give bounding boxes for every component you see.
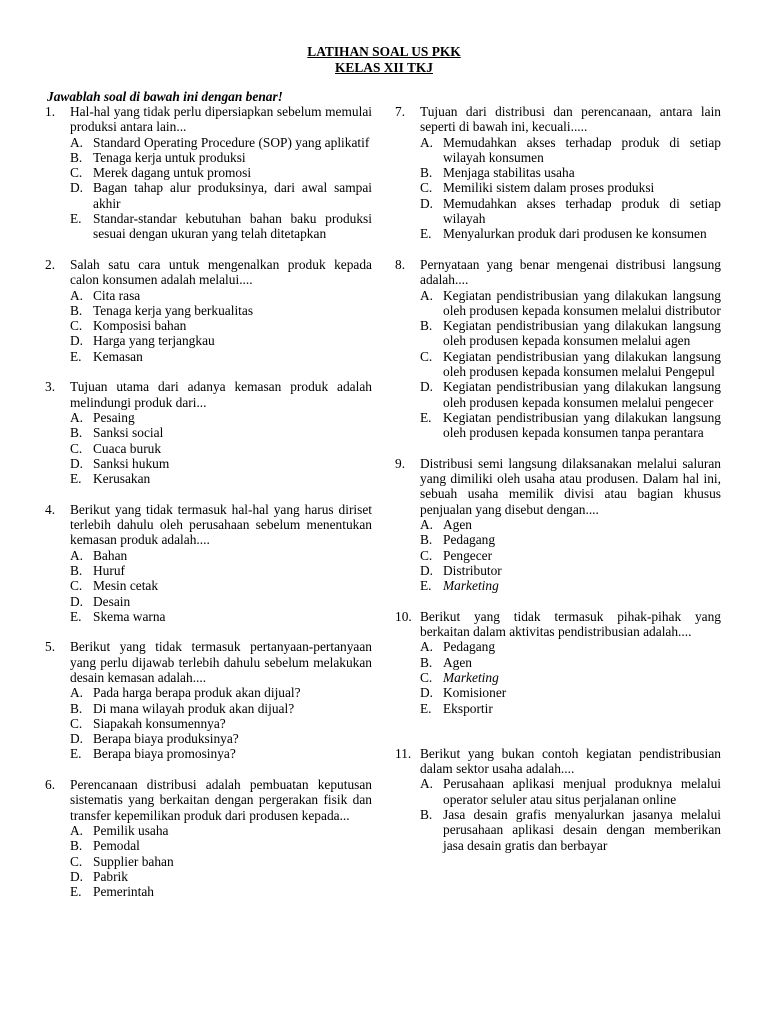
option-letter: C. [70, 440, 83, 456]
option-letter: E. [420, 409, 432, 425]
option-text: Kemasan [93, 348, 143, 364]
question-number: 2. [45, 256, 56, 272]
option-text: Harga yang terjangkau [93, 333, 215, 349]
option-text: Menjaga stabilitas usaha [443, 165, 575, 181]
option-text: Menyalurkan produk dari produsen ke konsumen [443, 226, 707, 242]
option-text: Jasa desain grafis menyalurkan jasanya melalui perusahaan aplikasi desain dengan memberikan jasa desain gratis dan berbayar [443, 807, 721, 853]
question-text: Distribusi semi langsung dilaksanakan melalui saluran yang dimiliki oleh usaha atau produsen. Dalam hal ini, sebuah usaha memilik divisi atau bagian khusus penjualan yang disebut dengan.... [420, 455, 721, 517]
left-column [45, 104, 372, 915]
option-text: Pengecer [443, 547, 493, 563]
answer-option [420, 379, 721, 410]
answer-option [70, 318, 372, 333]
answer-option [70, 854, 372, 869]
answer-option [70, 609, 372, 624]
option-letter: D. [70, 455, 84, 471]
option-letter: E. [70, 608, 82, 624]
answer-option [420, 655, 721, 670]
option-text: Sanksi hukum [93, 455, 170, 471]
page-title: LATIHAN SOAL US PKK [307, 44, 461, 59]
question-2 [45, 257, 372, 364]
question-7 [395, 104, 721, 242]
option-letter: E. [70, 211, 82, 227]
option-letter: E. [70, 348, 82, 364]
question-3 [45, 379, 372, 486]
option-text: Agen [443, 517, 473, 533]
option-text: Berapa biaya produksinya? [93, 731, 239, 747]
option-letter: A. [420, 134, 434, 150]
answer-option [70, 701, 372, 716]
answer-option [420, 776, 721, 807]
option-letter: D. [420, 195, 434, 211]
option-text: Kegiatan pendistribusian yang dilakukan langsung oleh produsen kepada konsumen melalui Pengepul [443, 348, 721, 380]
option-text: Marketing [443, 669, 499, 685]
option-text: Cuaca buruk [93, 440, 162, 456]
option-text: Pemerintah [93, 884, 154, 900]
answer-option [420, 670, 721, 685]
option-letter: A. [420, 517, 434, 533]
question-text: Perencanaan distribusi adalah pembuatan keputusan sistematis yang berkaitan dengan pergerakan fisik dan transfer kepemilikan produk dari produsen kepada... [70, 777, 372, 823]
option-letter: A. [70, 685, 84, 701]
question-number: 7. [395, 104, 406, 119]
question-1 [45, 104, 372, 242]
answer-option [70, 211, 372, 242]
answer-option [70, 135, 372, 150]
option-letter: B. [70, 302, 83, 318]
question-text: Salah satu cara untuk mengenalkan produk kepada calon konsumen adalah melalui.... [70, 256, 372, 288]
question-number: 4. [45, 501, 56, 517]
answer-option [420, 135, 721, 166]
option-letter: A. [420, 287, 434, 303]
question-number: 1. [45, 104, 56, 119]
option-text: Kerusakan [93, 471, 151, 487]
answer-option [70, 410, 372, 425]
answer-option [70, 288, 372, 303]
option-letter: E. [70, 884, 82, 900]
option-text: Perusahaan aplikasi menjual produknya melalui operator seluler atau situs perjalanan online [443, 776, 721, 807]
option-text: Komposisi bahan [93, 318, 187, 334]
answer-option [420, 196, 721, 227]
option-text: Berapa biaya promosinya? [93, 746, 236, 762]
option-text: Pemodal [93, 838, 140, 854]
option-text: Standard Operating Procedure (SOP) yang aplikatif [93, 134, 370, 150]
option-text: Kegiatan pendistribusian yang dilakukan langsung oleh produsen kepada konsumen tanpa perantara [443, 409, 721, 441]
option-letter: A. [420, 639, 434, 655]
answer-option [70, 180, 372, 211]
option-letter: A. [420, 776, 434, 792]
answer-option [420, 563, 721, 578]
option-text: Marketing [443, 578, 499, 594]
answer-option [70, 594, 372, 609]
answer-option [420, 517, 721, 532]
option-text: Pada harga berapa produk akan dijual? [93, 685, 301, 701]
answer-option [70, 349, 372, 364]
option-letter: B. [420, 807, 433, 823]
option-text: Huruf [93, 562, 125, 578]
question-text: Berikut yang tidak termasuk pertanyaan-pertanyaan yang perlu dijawab terlebih dahulu sebelum melakukan desain kemasan adalah.... [70, 639, 372, 685]
answer-option [70, 716, 372, 731]
question-number: 6. [45, 777, 56, 793]
option-letter: A. [70, 409, 84, 425]
option-text: Desain [93, 593, 131, 609]
option-text: Agen [443, 654, 473, 670]
option-letter: C. [70, 578, 83, 594]
option-letter: A. [70, 287, 84, 303]
option-text: Standar-standar kebutuhan bahan baku produksi sesuai dengan ukuran yang telah ditetapkan [93, 211, 372, 242]
question-number: 10. [395, 608, 412, 624]
answer-option [420, 288, 721, 319]
answer-option [70, 425, 372, 440]
option-text: Tenaga kerja untuk produksi [93, 149, 246, 165]
question-text: Pernyataan yang benar mengenai distribusi langsung adalah.... [420, 256, 721, 288]
option-text: Merek dagang untuk promosi [93, 165, 252, 181]
option-text: Komisioner [443, 685, 507, 701]
option-text: Di mana wilayah produk akan dijual? [93, 700, 295, 716]
option-letter: C. [70, 165, 83, 181]
question-text: Hal-hal yang tidak perlu dipersiapkan sebelum memulai produksi antara lain... [70, 104, 372, 135]
option-letter: D. [420, 685, 434, 701]
option-letter: D. [420, 379, 434, 395]
option-letter: B. [420, 532, 433, 548]
instruction: Jawablah soal di bawah ini dengan benar! [47, 89, 283, 104]
question-5 [45, 639, 372, 761]
answer-option [420, 532, 721, 547]
option-letter: A. [70, 547, 84, 563]
answer-option [70, 333, 372, 348]
question-text: Berikut yang bukan contoh kegiatan pendistribusian dalam sektor usaha adalah.... [420, 745, 721, 777]
option-letter: C. [420, 348, 433, 364]
option-letter: E. [70, 746, 82, 762]
answer-option [420, 639, 721, 654]
question-number: 5. [45, 639, 56, 655]
option-text: Pedagang [443, 639, 496, 655]
option-letter: B. [70, 425, 83, 441]
option-text: Kegiatan pendistribusian yang dilakukan langsung oleh produsen kepada konsumen melalui pengecer [443, 379, 721, 410]
option-text: Sanksi social [93, 425, 164, 441]
option-text: Eksportir [443, 700, 493, 716]
answer-option [420, 548, 721, 563]
option-letter: E. [70, 471, 82, 487]
question-10 [395, 609, 721, 716]
option-text: Memiliki sistem dalam proses produksi [443, 180, 655, 196]
option-letter: B. [70, 838, 83, 854]
option-letter: C. [420, 547, 433, 563]
answer-option [70, 823, 372, 838]
answer-option [70, 441, 372, 456]
answer-option [70, 838, 372, 853]
option-letter: D. [70, 868, 84, 884]
option-text: Pesaing [93, 409, 135, 425]
answer-option [420, 165, 721, 180]
answer-option [70, 685, 372, 700]
option-letter: A. [70, 134, 84, 150]
option-letter: E. [420, 578, 432, 594]
option-letter: C. [70, 318, 83, 334]
option-text: Memudahkan akses terhadap produk di setiap wilayah konsumen [443, 134, 721, 165]
option-letter: C. [70, 715, 83, 731]
option-letter: D. [70, 593, 84, 609]
option-letter: D. [70, 333, 84, 349]
option-letter: D. [70, 180, 84, 196]
answer-option [70, 303, 372, 318]
option-text: Supplier bahan [93, 853, 174, 869]
option-text: Skema warna [93, 608, 166, 624]
question-text: Berikut yang tidak termasuk pihak-pihak yang berkaitan dalam aktivitas pendistribusian adalah.... [420, 608, 721, 640]
question-8 [395, 257, 721, 441]
option-letter: C. [420, 180, 433, 196]
answer-option [420, 410, 721, 441]
question-number: 11. [395, 745, 412, 761]
option-letter: B. [420, 654, 433, 670]
question-4 [45, 502, 372, 624]
answer-option [420, 701, 721, 716]
answer-option [70, 884, 372, 899]
answer-option [70, 578, 372, 593]
option-letter: A. [70, 822, 84, 838]
option-letter: E. [420, 226, 432, 242]
answer-option [70, 150, 372, 165]
option-letter: C. [70, 853, 83, 869]
question-6 [45, 777, 372, 899]
page-subtitle: KELAS XII TKJ [335, 60, 433, 75]
answer-option [420, 180, 721, 195]
option-text: Kegiatan pendistribusian yang dilakukan langsung oleh produsen kepada konsumen melalui agen [443, 318, 721, 349]
answer-option [420, 349, 721, 380]
option-letter: B. [420, 318, 433, 334]
question-text: Tujuan dari distribusi dan perencanaan, antara lain seperti di bawah ini, kecuali..... [420, 104, 721, 135]
answer-option [70, 746, 372, 761]
answer-option [420, 318, 721, 349]
answer-option [70, 731, 372, 746]
option-text: Cita rasa [93, 287, 141, 303]
option-letter: B. [70, 562, 83, 578]
option-text: Mesin cetak [93, 578, 159, 594]
option-letter: D. [420, 562, 434, 578]
question-number: 3. [45, 379, 56, 395]
answer-option [70, 471, 372, 486]
option-letter: B. [70, 700, 83, 716]
option-text: Pemilik usaha [93, 822, 169, 838]
option-text: Kegiatan pendistribusian yang dilakukan langsung oleh produsen kepada konsumen melalui distributor [443, 287, 721, 318]
option-letter: C. [420, 669, 433, 685]
question-11 [395, 746, 721, 853]
option-text: Pabrik [93, 868, 128, 884]
answer-option [70, 563, 372, 578]
question-text: Berikut yang tidak termasuk hal-hal yang harus diriset terlebih dahulu oleh perusahaan sebelum menentukan kemasan produk adalah.... [70, 501, 372, 548]
option-text: Distributor [443, 562, 502, 578]
question-9 [395, 456, 721, 594]
question-text: Tujuan utama dari adanya kemasan produk adalah melindungi produk dari... [70, 379, 372, 410]
option-text: Bagan tahap alur produksinya, dari awal sampai akhir [93, 180, 372, 211]
right-column [395, 104, 721, 868]
answer-option [420, 807, 721, 853]
answer-option [420, 578, 721, 593]
question-number: 8. [395, 256, 406, 272]
option-text: Pedagang [443, 532, 496, 548]
answer-option [70, 548, 372, 563]
option-letter: D. [70, 731, 84, 747]
option-text: Siapakah konsumennya? [93, 715, 226, 731]
option-letter: E. [420, 700, 432, 716]
answer-option [70, 165, 372, 180]
answer-option [70, 869, 372, 884]
answer-option [70, 456, 372, 471]
option-letter: B. [70, 149, 83, 165]
answer-option [420, 685, 721, 700]
option-text: Tenaga kerja yang berkualitas [93, 302, 254, 318]
option-text: Bahan [93, 547, 128, 563]
question-number: 9. [395, 455, 406, 471]
option-letter: B. [420, 165, 433, 181]
answer-option [420, 226, 721, 241]
option-text: Memudahkan akses terhadap produk di setiap wilayah [443, 195, 721, 227]
